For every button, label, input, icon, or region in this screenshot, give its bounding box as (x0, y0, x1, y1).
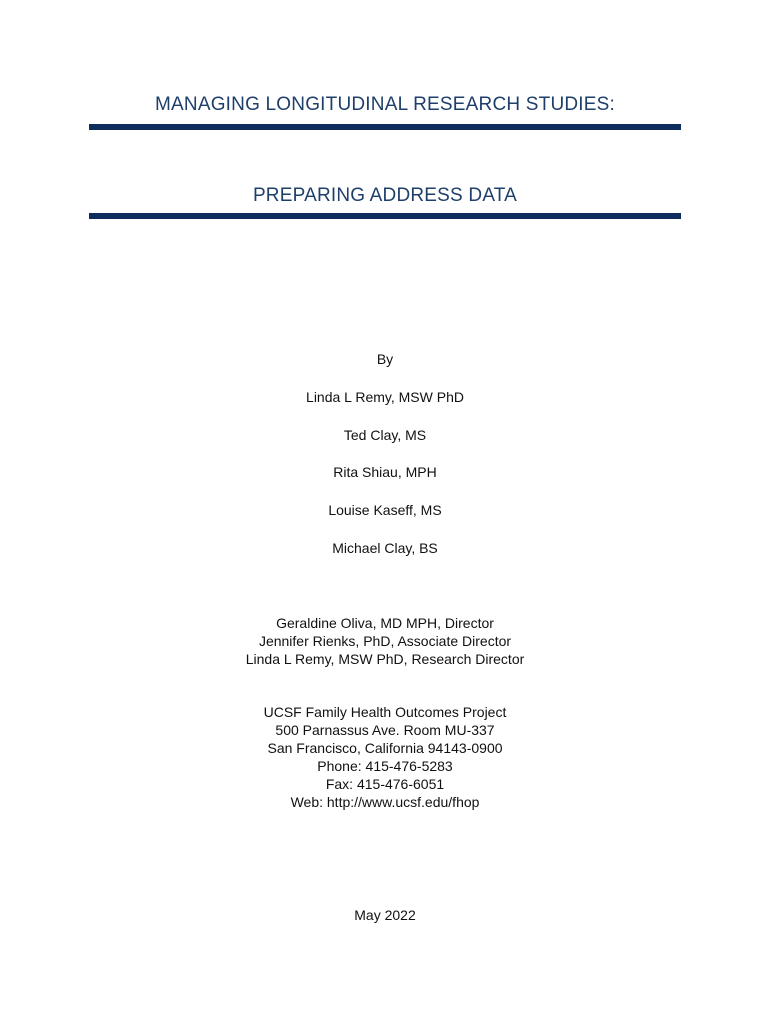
contact-city: San Francisco, California 94143-0900 (267, 740, 503, 756)
contact-fax: Fax: 415-476-6051 (325, 776, 445, 792)
subtitle: PREPARING ADDRESS DATA (252, 185, 518, 206)
leadership-block (0, 614, 770, 668)
contact-web: Web: http://www.ucsf.edu/fhop (290, 794, 480, 810)
leadership-line: Geraldine Oliva, MD MPH, Director (276, 615, 494, 631)
by-label: By (376, 351, 394, 367)
title-rule-bottom (89, 213, 681, 219)
author-3: Rita Shiau, MPH (333, 464, 437, 480)
contact-organization: UCSF Family Health Outcomes Project (263, 704, 507, 720)
author-5: Michael Clay, BS (332, 540, 438, 556)
author-4: Louise Kaseff, MS (328, 502, 442, 518)
leadership-line: Jennifer Rienks, PhD, Associate Director (258, 633, 512, 649)
contact-block (0, 703, 770, 811)
contact-address: 500 Parnassus Ave. Room MU-337 (275, 722, 495, 738)
contact-phone: Phone: 415-476-5283 (317, 758, 453, 774)
publication-date: May 2022 (354, 907, 416, 923)
main-title: MANAGING LONGITUDINAL RESEARCH STUDIES: (155, 94, 615, 115)
author-2: Ted Clay, MS (343, 427, 427, 443)
author-1: Linda L Remy, MSW PhD (306, 389, 464, 405)
leadership-line: Linda L Remy, MSW PhD, Research Director (245, 651, 525, 667)
title-rule-top (89, 124, 681, 130)
